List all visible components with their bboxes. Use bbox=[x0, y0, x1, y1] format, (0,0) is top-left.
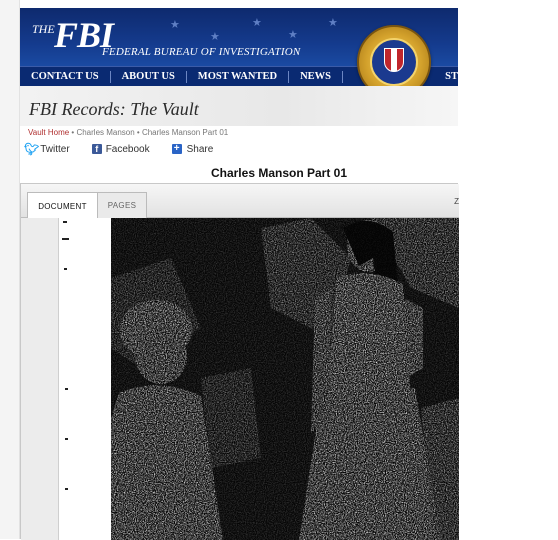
breadcrumb-separator: • bbox=[134, 128, 142, 137]
viewer-tabbar bbox=[21, 184, 459, 218]
star-icon: ★ bbox=[252, 17, 262, 29]
nav-about-us[interactable]: ABOUT US bbox=[111, 71, 187, 83]
twitter-share-button[interactable] bbox=[24, 142, 70, 156]
scanned-photograph bbox=[111, 218, 459, 540]
tab-pages[interactable]: PAGES bbox=[97, 192, 147, 218]
margin-mark bbox=[65, 488, 68, 490]
breadcrumb-separator: • bbox=[69, 128, 77, 137]
nav-overflow-item[interactable]: ST bbox=[445, 71, 458, 82]
nav-contact-us[interactable]: CONTACT US bbox=[20, 71, 111, 83]
margin-mark bbox=[65, 438, 68, 440]
twitter-icon: 🐦︎ bbox=[24, 142, 40, 156]
star-icon: ★ bbox=[288, 29, 298, 41]
page-canvas[interactable] bbox=[21, 218, 459, 540]
margin-mark bbox=[64, 268, 67, 270]
twitter-label: Twitter bbox=[40, 143, 70, 155]
page-left-margin bbox=[0, 0, 20, 539]
facebook-icon: f bbox=[92, 144, 102, 154]
star-icon: ★ bbox=[170, 19, 180, 31]
nav-most-wanted[interactable]: MOST WANTED bbox=[187, 71, 289, 83]
logo-full-name: FEDERAL BUREAU OF INVESTIGATION bbox=[102, 46, 301, 58]
seal-shield-icon bbox=[384, 48, 404, 72]
vault-header bbox=[20, 86, 458, 126]
facebook-share-button[interactable] bbox=[92, 144, 150, 155]
logo-the: THE bbox=[32, 22, 55, 36]
breadcrumb-current: Charles Manson Part 01 bbox=[141, 128, 229, 137]
nav-news[interactable]: NEWS bbox=[289, 71, 343, 83]
share-button[interactable] bbox=[172, 144, 214, 155]
margin-mark bbox=[62, 238, 69, 240]
margin-mark bbox=[63, 221, 67, 223]
star-icon: ★ bbox=[328, 17, 338, 29]
page-gutter bbox=[21, 218, 59, 540]
vault-title[interactable]: FBI Records: The Vault bbox=[29, 99, 199, 119]
breadcrumb-vault-home[interactable]: Vault Home bbox=[28, 128, 70, 137]
share-bar bbox=[24, 142, 235, 156]
plus-icon: + bbox=[172, 144, 182, 154]
zoom-control[interactable]: Z bbox=[454, 197, 459, 206]
margin-mark bbox=[65, 388, 68, 390]
seal-center bbox=[370, 38, 418, 86]
share-label: Share bbox=[186, 143, 214, 155]
breadcrumb-charles-manson[interactable]: Charles Manson bbox=[76, 128, 135, 137]
facebook-label: Facebook bbox=[105, 143, 150, 155]
document-title: Charles Manson Part 01 bbox=[210, 166, 348, 180]
tab-document[interactable]: DOCUMENT bbox=[27, 192, 98, 219]
document-viewer bbox=[20, 183, 458, 539]
document-page bbox=[59, 218, 459, 540]
star-icon: ★ bbox=[210, 31, 220, 43]
logo-fbi: FBI bbox=[54, 15, 114, 55]
breadcrumb bbox=[28, 128, 228, 137]
